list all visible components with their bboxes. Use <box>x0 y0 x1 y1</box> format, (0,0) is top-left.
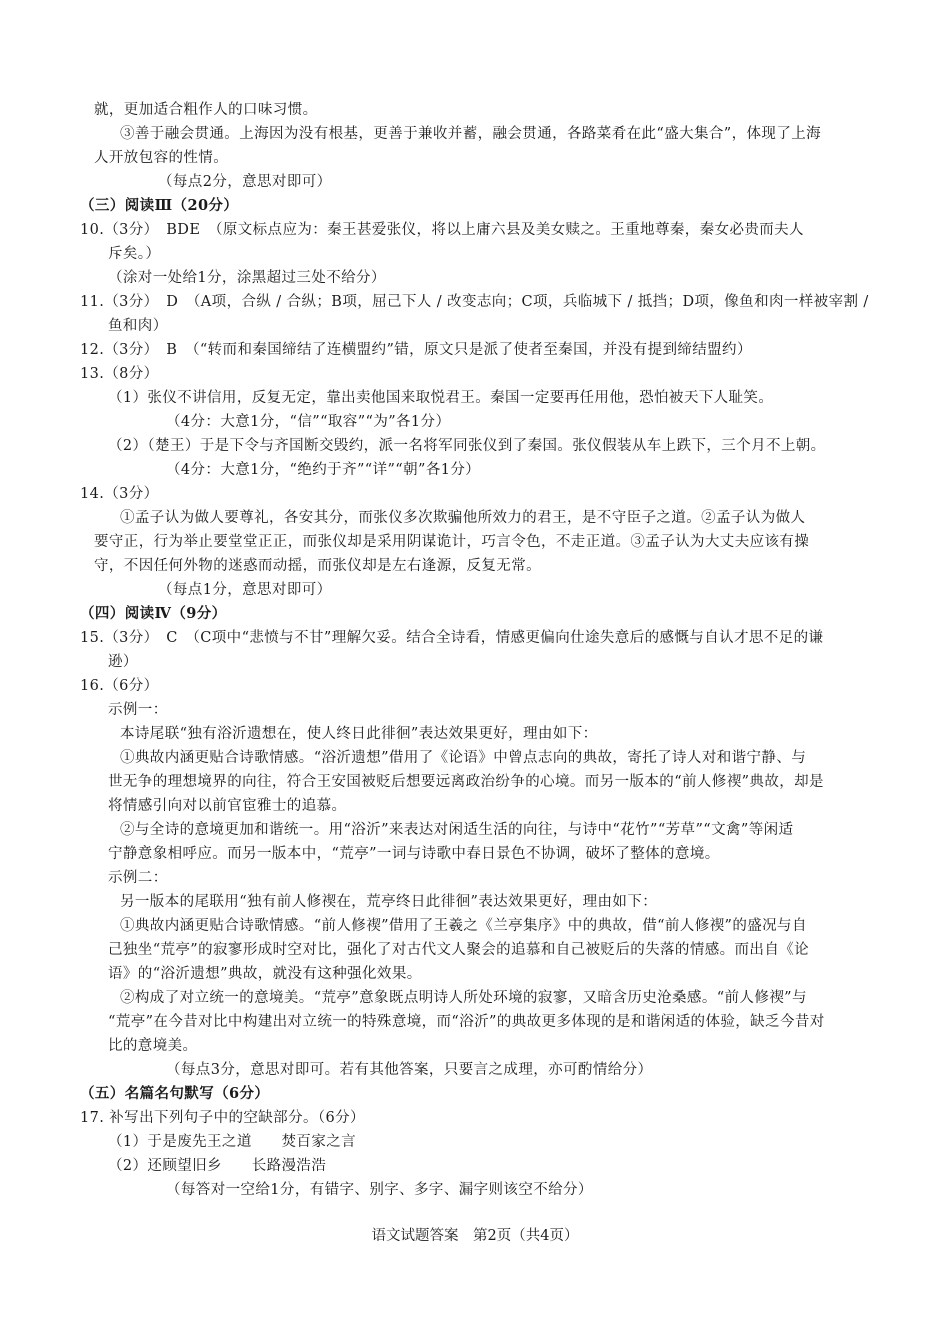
answer-13-1: （1）张仪不讲信用，反复无定，靠出卖他国来取悦君王。秦国一定要再任用他，恐怕被天下人耻笑。 <box>108 390 774 406</box>
text-line: 鱼和肉） <box>108 318 168 334</box>
text-line: 比的意境美。 <box>108 1038 198 1054</box>
text-line: ①典故内涵更贴合诗歌情感。“浴沂遗想”借用了《论语》中曾点志向的典故，寄托了诗人对和谐宁静、与 <box>120 750 807 766</box>
text-line: ②与全诗的意境更加和谐统一。用“浴沂”来表达对闲适生活的向往，与诗中“花竹”“芳草”“文禽”等闲适 <box>120 822 794 838</box>
question-15: 15.（3分） C （C项中“悲愤与不甘”理解欠妥。结合全诗看，情感更偏向仕途失意后的感慨与自认才思不足的谦 <box>80 630 824 646</box>
text-line: 语》的“浴沂遗想”典故，就没有这种强化效果。 <box>108 966 422 982</box>
text-line: 另一版本的尾联用“独有前人修禊在，荒亭终日此徘徊”表达效果更好，理由如下： <box>120 894 658 910</box>
section-heading-recitation: （五）名篇名句默写（6分） <box>80 1085 270 1102</box>
text-line: 本诗尾联“独有浴沂遗想在，使人终日此徘徊”表达效果更好，理由如下： <box>120 726 598 742</box>
score-note: （每点3分，意思对即可。若有其他答案，只要言之成理，亦可酌情给分） <box>166 1062 653 1078</box>
score-note: （涂对一处给1分，涂黑超过三处不给分） <box>108 270 386 286</box>
text-line: 己独坐“荒亭”的寂寥形成时空对比，强化了对古代文人聚会的追慕和自己被贬后的失落的情感。而出自《论 <box>108 942 810 958</box>
text-line: ①典故内涵更贴合诗歌情感。“前人修禊”借用了王羲之《兰亭集序》中的典故，借“前人修禊”的盛况与自 <box>120 918 807 934</box>
question-13: 13.（8分） <box>80 366 159 382</box>
text-line: 世无争的理想境界的向往，符合王安国被贬后想要远离政治纷争的心境。而另一版本的“前人修禊”典故，却是 <box>108 774 824 790</box>
text-line: 将情感引向对以前官宦雅士的追慕。 <box>108 798 347 814</box>
text-line: “荒亭”在今昔对比中构建出对立统一的特殊意境，而“浴沂”的典故更多体现的是和谐闲适的体验，缺乏今昔对 <box>108 1014 825 1030</box>
page-footer: 语文试题答案 第2页（共4页） <box>371 1228 579 1244</box>
text-line: ①孟子认为做人要尊礼，各安其分，而张仪多次欺骗他所效力的君王，是不守臣子之道。②孟子认为做人 <box>120 510 806 526</box>
text-line: 斥矣。） <box>108 246 161 262</box>
score-note: （4分：大意1分，“绝约于齐”“详”“朝”各1分） <box>166 462 481 478</box>
example-label: 示例二： <box>108 870 168 886</box>
question-14: 14.（3分） <box>80 486 159 502</box>
section-heading-reading-3: （三）阅读Ⅲ（20分） <box>80 197 239 214</box>
question-16: 16.（6分） <box>80 678 159 694</box>
example-label: 示例一： <box>108 702 168 718</box>
text-line: 人开放包容的性情。 <box>94 150 229 166</box>
text-line: ②构成了对立统一的意境美。“荒亭”意象既点明诗人所处环境的寂寥，又暗含历史沧桑感。“前人修禊”与 <box>120 990 807 1006</box>
text-line: 宁静意象相呼应。而另一版本中，“荒亭”一词与诗歌中春日景色不协调，破坏了整体的意境。 <box>108 846 720 862</box>
question-10: 10.（3分） BDE （原文标点应为：秦王甚爱张仪，将以上庸六县及美女赎之。王重地尊秦，秦女必贵而夫人 <box>80 222 804 238</box>
score-note: （每点1分，意思对即可） <box>158 582 332 598</box>
question-17: 17. 补写出下列句子中的空缺部分。（6分） <box>80 1110 365 1126</box>
score-note: （4分：大意1分，“信”“取容”“为”各1分） <box>166 414 451 430</box>
answer-17-1: （1）于是废先王之道 焚百家之言 <box>108 1134 357 1150</box>
text-line: 就，更加适合粗作人的口味习惯。 <box>94 102 318 118</box>
question-12: 12.（3分） B （“转而和秦国缔结了连横盟约”错，原文只是派了使者至秦国，并没有提到缔结盟约） <box>80 342 752 358</box>
score-note: （每答对一空给1分，有错字、别字、多字、漏字则该空不给分） <box>166 1182 593 1198</box>
answer-17-2: （2）还顾望旧乡 长路漫浩浩 <box>108 1158 327 1174</box>
section-heading-reading-4: （四）阅读Ⅳ（9分） <box>80 605 227 622</box>
text-line: ③善于融会贯通。上海因为没有根基，更善于兼收并蓄，融会贯通，各路菜肴在此“盛大集合”，体现了上海 <box>120 126 822 142</box>
score-note: （每点2分，意思对即可） <box>158 174 332 190</box>
text-line: 守，不因任何外物的迷惑而动摇，而张仪却是左右逢源，反复无常。 <box>94 558 541 574</box>
question-11: 11.（3分） D （A项，合纵 / 合纵；B项，屈己下人 / 改变志向；C项，兵临城下 / 抵挡；D项，像鱼和肉一样被宰割 / <box>80 294 869 310</box>
text-line: 要守正，行为举止要堂堂正正，而张仪却是采用阴谋诡计，巧言令色，不走正道。③孟子认为大丈夫应该有操 <box>94 534 810 550</box>
answer-13-2: （2）（楚王）于是下令与齐国断交毁约，派一名将军同张仪到了秦国。张仪假装从车上跌下，三个月不上朝。 <box>108 438 826 454</box>
text-line: 逊） <box>108 654 138 670</box>
